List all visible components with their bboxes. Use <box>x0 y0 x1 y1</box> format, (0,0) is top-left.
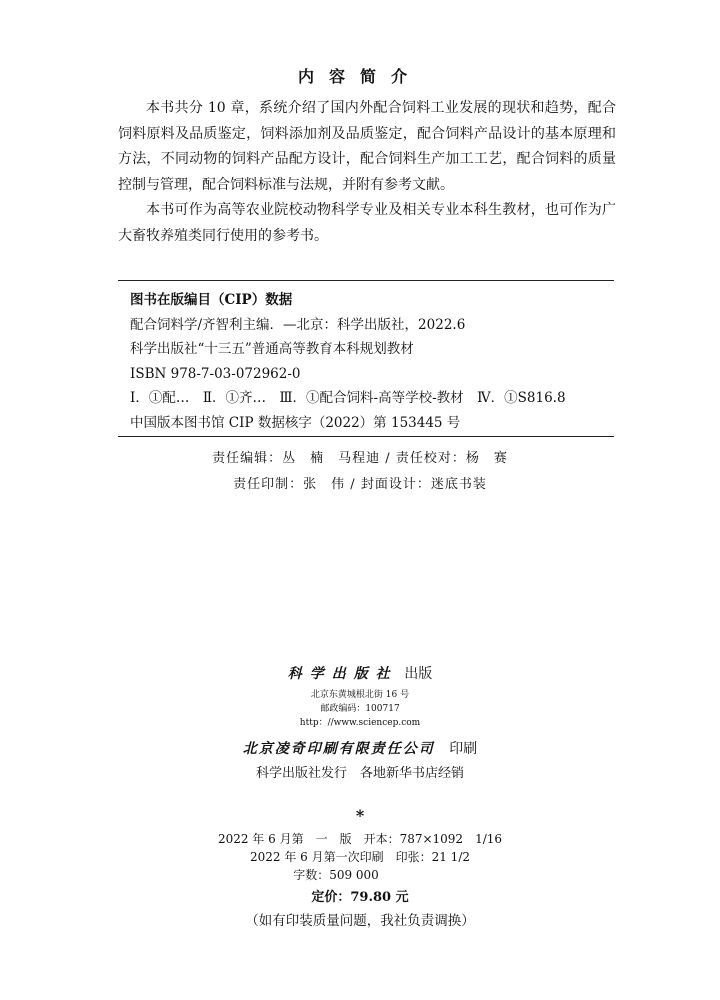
specs-block <box>0 830 720 932</box>
publisher-block <box>0 660 720 786</box>
cip-line: 科学出版社“十三五”普通高等教育本科规划教材 <box>130 341 414 358</box>
price-line: 定价：79.80 元 <box>311 890 409 905</box>
publisher-url: http：//www.sciencep.com <box>299 718 421 728</box>
publisher-postcode: 邮政编码：100717 <box>320 704 400 714</box>
printer-suffix: 印刷 <box>449 741 478 757</box>
intro-title: 内容简介 <box>297 67 422 86</box>
publisher-address: 北京东黄城根北街 16 号 <box>310 690 410 700</box>
cip-line: 中国版本图书馆 CIP 数据核字（2022）第 153445 号 <box>130 414 461 431</box>
cip-block <box>130 288 610 436</box>
cip-bottom-rule <box>118 436 614 437</box>
credits-production: 责任印制：张 伟 / 封面设计：迷底书装 <box>233 477 487 492</box>
quality-note: （如有印装质量问题，我社负责调换） <box>245 913 475 929</box>
intro-paragraph-2: 本书可作为高等农业院校动物科学专业及相关专业本科生教材，也可作为广大畜牧养殖类同行使用的参考书。 <box>118 202 616 244</box>
edition-line: 2022 年 6 月第 一 版 开本：787×1092 1/16 <box>217 832 503 846</box>
intro-paragraph-1: 本书共分 10 章，系统介绍了国内外配合饲料工业发展的现状和趋势，配合饲料原料及品质鉴定，饲料添加剂及品质鉴定，配合饲料产品设计的基本原理和方法，不同动物的饲料产品配方设计，配合饲料生产加工工艺，配合饲料的质量控制与管理，配合饲料标准与法规，并附有参考文献。 <box>118 100 616 193</box>
publisher-suffix: 出版 <box>404 666 433 682</box>
cip-heading: 图书在版编目（CIP）数据 <box>130 292 293 308</box>
printer-name: 北京凌奇印刷有限责任公司 <box>242 741 435 757</box>
cip-top-rule <box>118 280 614 281</box>
cip-line: Ⅰ．①配… Ⅱ．①齐… Ⅲ．①配合饲料-高等学校-教材 Ⅳ．①S816.8 <box>130 390 566 407</box>
intro-text <box>118 96 616 249</box>
printer-line <box>0 736 720 762</box>
printing-line: 2022 年 6 月第一次印刷 印张：21 1/2 <box>249 850 470 864</box>
credits-block <box>0 446 720 498</box>
separator-star: * <box>355 806 365 825</box>
wordcount-line: 字数：509 000 <box>293 868 427 882</box>
cip-line: ISBN 978-7-03-072962-0 <box>130 365 301 382</box>
distribution-line: 科学出版社发行 各地新华书店经销 <box>255 766 464 781</box>
publisher-line <box>0 660 720 688</box>
credits-editors: 责任编辑：丛 楠 马程迪 / 责任校对：杨 赛 <box>212 451 508 466</box>
publisher-name: 科学出版社 <box>287 666 398 682</box>
cip-line: 配合饲料学/齐智利主编．—北京：科学出版社，2022.6 <box>130 316 466 333</box>
